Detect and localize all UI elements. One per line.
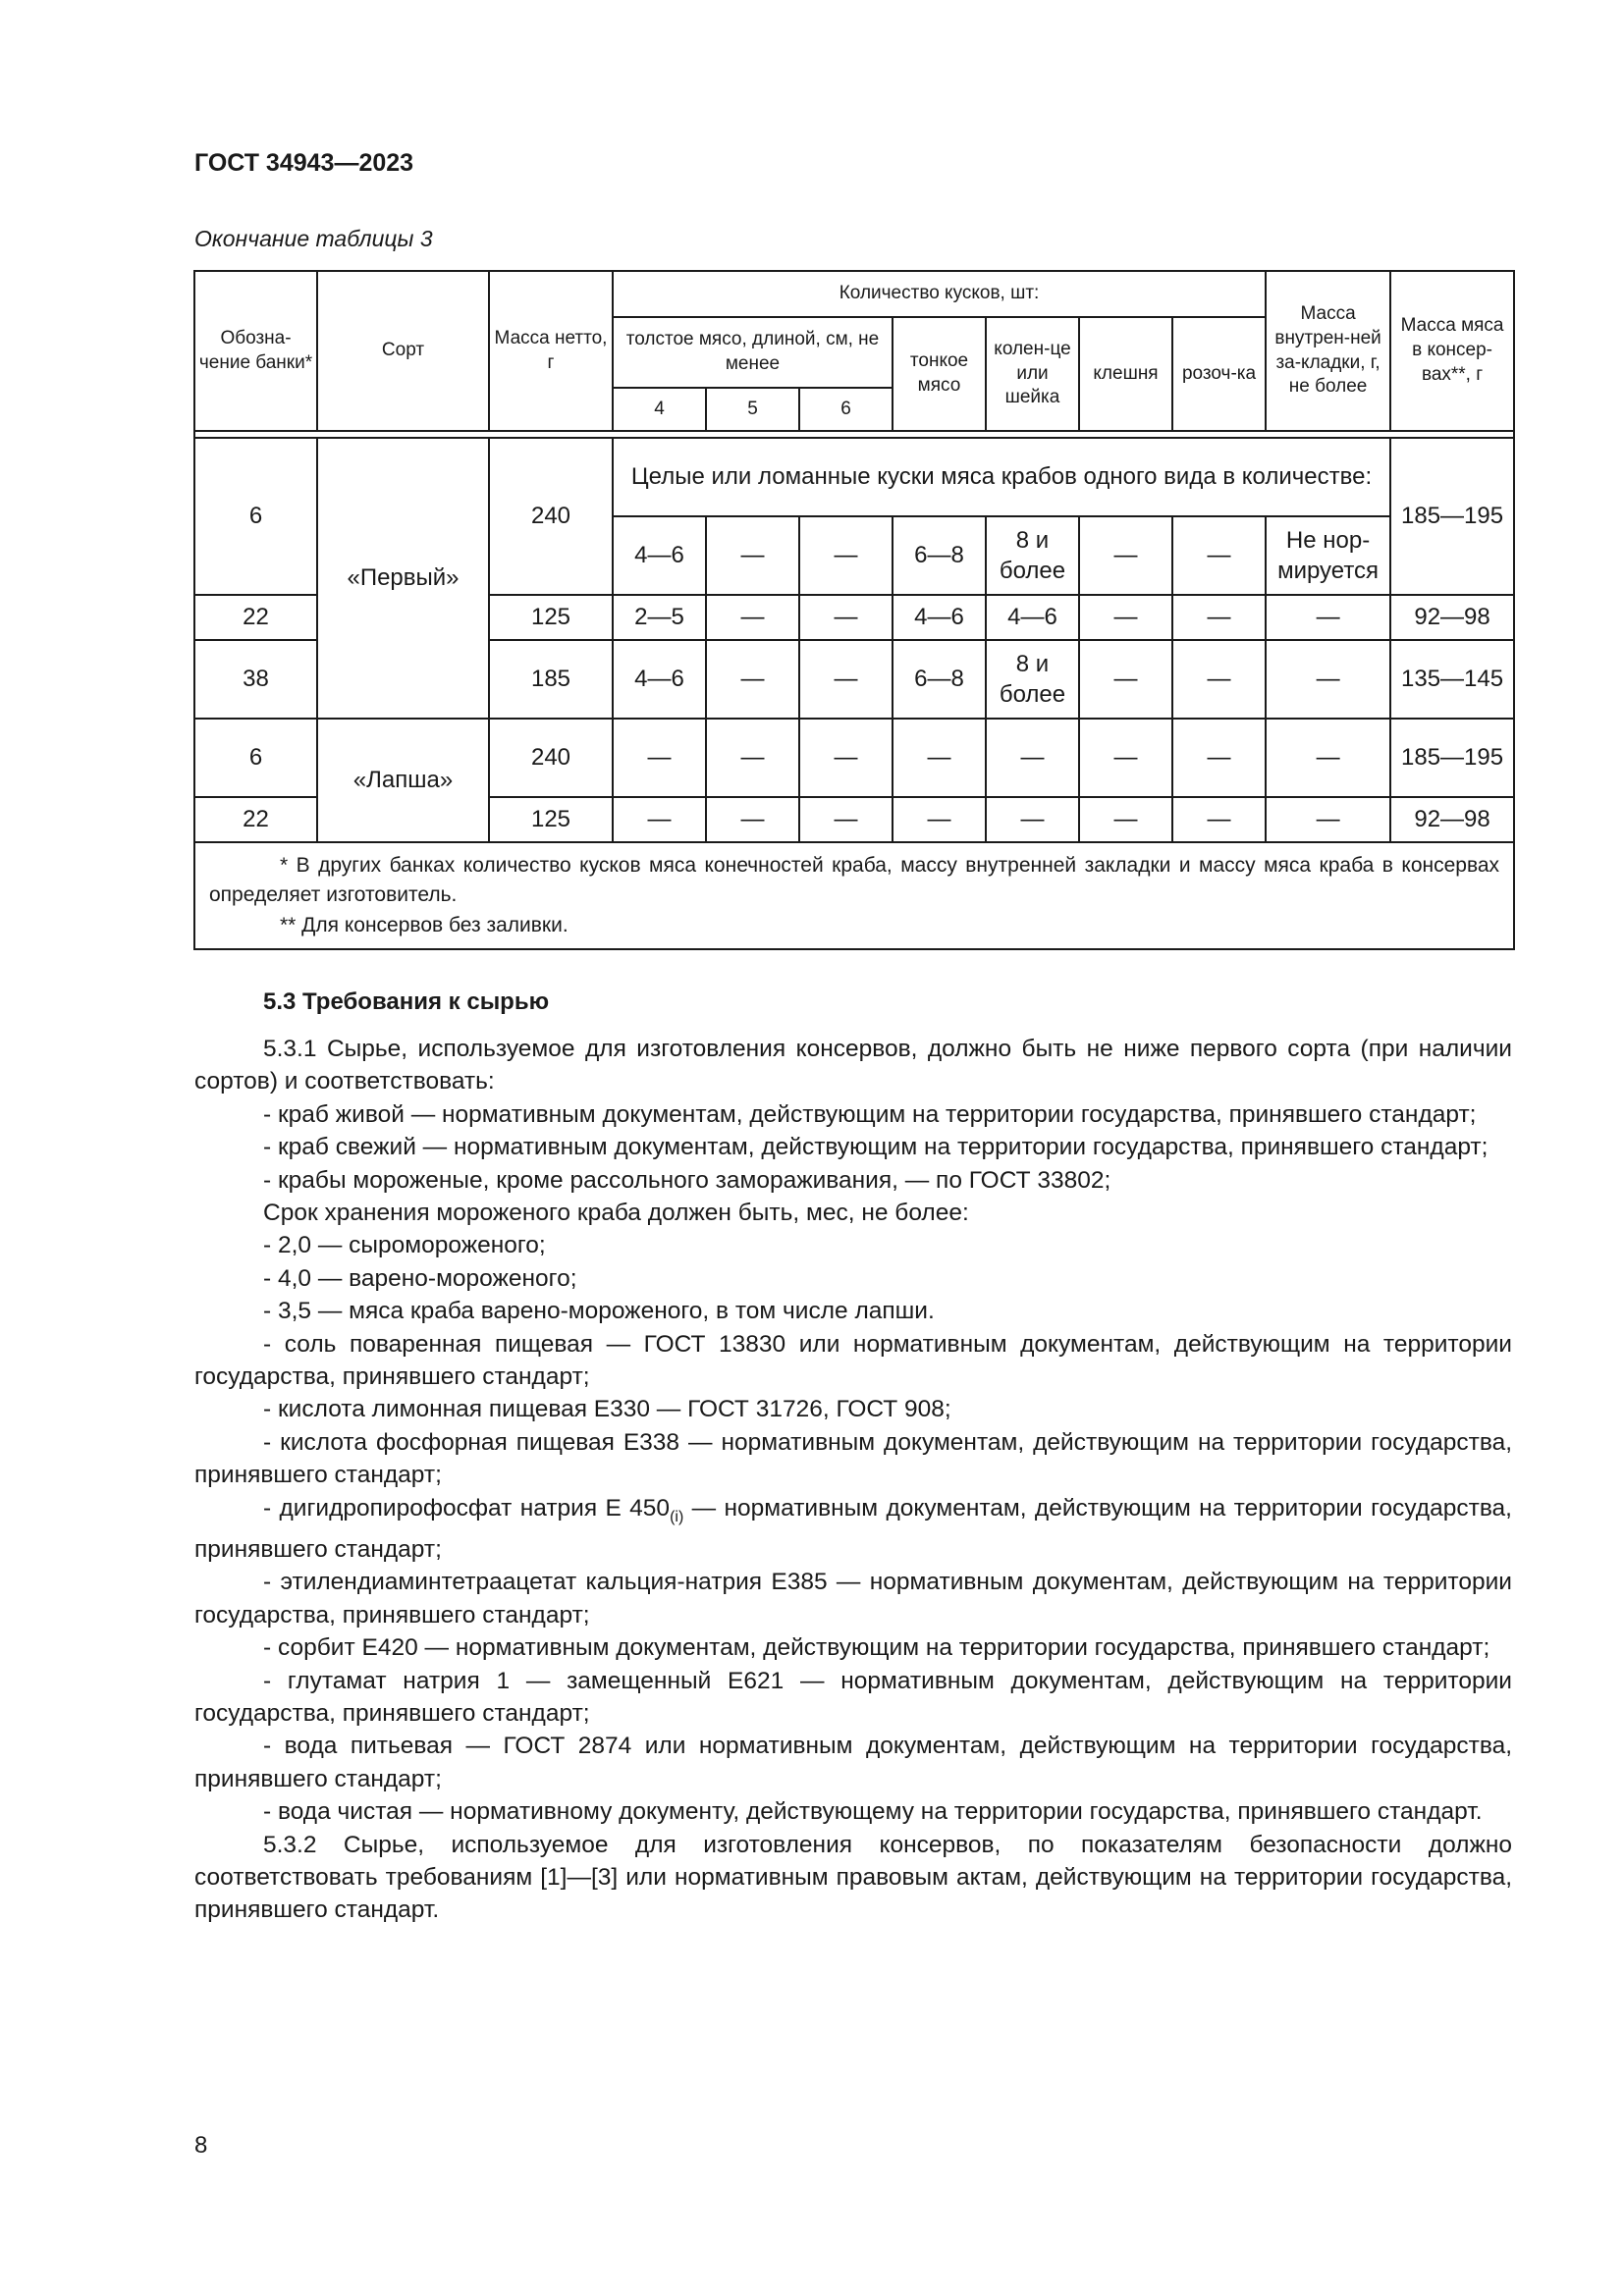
cell-net-mass: 185 xyxy=(489,640,613,719)
list-item: - глутамат натрия 1 — замещенный Е621 — нормативным документам, действующим на территории государства, принявшего стандарт; xyxy=(194,1667,1512,1728)
cell-thin: — xyxy=(893,719,986,797)
cell-thick-5: — xyxy=(706,595,799,640)
header-rosette: розоч-ка xyxy=(1172,317,1266,431)
header-meat-mass: Масса мяса в консер-вах**, г xyxy=(1390,271,1514,431)
document-code: ГОСТ 34943—2023 xyxy=(194,149,414,177)
table-notes xyxy=(194,842,1514,949)
header-net-mass: Масса нетто, г xyxy=(489,271,613,431)
list-item: - сорбит Е420 — нормативным документам, действующим на территории государства, принявшего стандарт; xyxy=(263,1634,1490,1662)
list-item: - кислота лимонная пищевая Е330 — ГОСТ 31726, ГОСТ 908; xyxy=(263,1396,951,1423)
header-designation: Обозна-чение банки* xyxy=(194,271,317,431)
cell-designation: 6 xyxy=(194,438,317,595)
cell-claw: — xyxy=(1079,797,1172,842)
cell-designation: 22 xyxy=(194,797,317,842)
paragraph: 5.3.1 Сырье, используемое для изготовления консервов, должно быть не ниже первого сорта (при наличии сортов) и соответствовать: xyxy=(194,1036,1512,1095)
list-item: - краб свежий — нормативным документам, действующим на территории государства, принявшего стандарт; xyxy=(263,1134,1489,1161)
cell-thick-4: 4—6 xyxy=(613,516,706,595)
table-3 xyxy=(193,270,1515,950)
cell-claw: — xyxy=(1079,516,1172,595)
list-item-text: - дигидропирофосфат натрия Е 450 xyxy=(263,1494,671,1522)
list-item: - 4,0 — варено-мороженого; xyxy=(263,1264,577,1292)
cell-net-mass: 125 xyxy=(489,797,613,842)
list-item: - соль поваренная пищевая — ГОСТ 13830 или нормативным документам, действующим на территории государства, принявшего стандарт; xyxy=(194,1330,1512,1391)
cell-inner: — xyxy=(1266,595,1390,640)
cell-thin: 6—8 xyxy=(893,640,986,719)
cell-designation: 38 xyxy=(194,640,317,719)
cell-thin: 6—8 xyxy=(893,516,986,595)
cell-inner: — xyxy=(1266,719,1390,797)
cell-thick-5: — xyxy=(706,516,799,595)
cell-knee: 8 и более xyxy=(986,516,1079,595)
cell-rosette: — xyxy=(1172,640,1266,719)
table-note-1: * В других банках количество кусков мяса конечностей краба, массу внутренней закладки и массу мяса краба в консервах определяет изготовитель. xyxy=(209,854,1500,907)
list-item: - крабы мороженые, кроме рассольного замораживания, — по ГОСТ 33802; xyxy=(263,1166,1111,1194)
cell-rosette: — xyxy=(1172,719,1266,797)
cell-inner: — xyxy=(1266,797,1390,842)
list-item: - 3,5 — мяса краба варено-мороженого, в том числе лапши. xyxy=(263,1298,935,1325)
header-inner-mass: Масса внутрен-ней за-кладки, г, не более xyxy=(1266,271,1390,431)
section-body xyxy=(194,1033,1512,1927)
header-claw: клешня xyxy=(1079,317,1172,431)
header-pieces-count: Количество кусков, шт: xyxy=(613,271,1266,317)
cell-inner: Не нор-мируется xyxy=(1266,516,1390,595)
header-thick-5: 5 xyxy=(706,388,799,431)
cell-net-mass: 240 xyxy=(489,719,613,797)
cell-meat-mass: 185—195 xyxy=(1390,438,1514,595)
paragraph: 5.3.2 Сырье, используемое для изготовления консервов, по показателям безопасности должно соответствовать требованиям [1]—[3] или нормативным правовым актам, действующим на территории государства, принявшего стандарт. xyxy=(194,1831,1512,1924)
list-item: - 2,0 — сыромороженого; xyxy=(263,1232,546,1259)
list-item: - кислота фосфорная пищевая Е338 — нормативным документам, действующим на территории государства, принявшего стандарт; xyxy=(194,1428,1512,1489)
cell-inner: — xyxy=(1266,640,1390,719)
cell-knee: 8 и более xyxy=(986,640,1079,719)
table-caption: Окончание таблицы 3 xyxy=(194,226,433,251)
cell-meat-mass: 92—98 xyxy=(1390,797,1514,842)
cell-thick-4: 4—6 xyxy=(613,640,706,719)
list-item: - краб живой — нормативным документам, действующим на территории государства, принявшего стандарт; xyxy=(263,1100,1477,1128)
header-thick-meat: толстое мясо, длиной, см, не менее xyxy=(613,317,893,388)
cell-meat-mass: 185—195 xyxy=(1390,719,1514,797)
subscript: (i) xyxy=(670,1508,684,1525)
paragraph: Срок хранения мороженого краба должен быть, мес, не более: xyxy=(263,1200,969,1227)
cell-grade-first: «Первый» xyxy=(317,438,489,719)
list-item-text: — нормативным документам, действующим на территории государства, принявшего стандарт; xyxy=(194,1494,1512,1563)
cell-rosette: — xyxy=(1172,595,1266,640)
cell-thick-6: — xyxy=(799,595,893,640)
cell-thick-5: — xyxy=(706,719,799,797)
cell-grade-noodle: «Лапша» xyxy=(317,719,489,842)
cell-net-mass: 125 xyxy=(489,595,613,640)
cell-claw: — xyxy=(1079,719,1172,797)
cell-thick-4: 2—5 xyxy=(613,595,706,640)
cell-thick-5: — xyxy=(706,640,799,719)
header-thick-4: 4 xyxy=(613,388,706,431)
cell-thick-6: — xyxy=(799,719,893,797)
list-item: - вода питьевая — ГОСТ 2874 или нормативным документам, действующим на территории государства, принявшего стандарт; xyxy=(194,1733,1512,1792)
cell-net-mass: 240 xyxy=(489,438,613,595)
list-item xyxy=(194,1492,1512,1567)
section-heading: 5.3 Требования к сырью xyxy=(263,988,550,1015)
header-thin-meat: тонкое мясо xyxy=(893,317,986,431)
merged-note: Целые или ломанные куски мяса крабов одного вида в количестве: xyxy=(613,438,1390,516)
cell-knee: — xyxy=(986,719,1079,797)
cell-thick-6: — xyxy=(799,640,893,719)
cell-thick-4: — xyxy=(613,719,706,797)
header-knee: колен-це или шейка xyxy=(986,317,1079,431)
cell-designation: 22 xyxy=(194,595,317,640)
list-item: - этилендиаминтетраацетат кальция-натрия Е385 — нормативным документам, действующим на территории государства, принявшего стандарт; xyxy=(194,1569,1512,1629)
page-number: 8 xyxy=(194,2132,208,2159)
cell-rosette: — xyxy=(1172,797,1266,842)
cell-designation: 6 xyxy=(194,719,317,797)
cell-thick-5: — xyxy=(706,797,799,842)
cell-thick-4: — xyxy=(613,797,706,842)
table-note-2: ** Для консервов без заливки. xyxy=(280,913,568,936)
cell-claw: — xyxy=(1079,640,1172,719)
cell-claw: — xyxy=(1079,595,1172,640)
header-thick-6: 6 xyxy=(799,388,893,431)
cell-thin: 4—6 xyxy=(893,595,986,640)
cell-thick-6: — xyxy=(799,797,893,842)
header-grade: Сорт xyxy=(317,271,489,431)
cell-thin: — xyxy=(893,797,986,842)
cell-rosette: — xyxy=(1172,516,1266,595)
cell-meat-mass: 135—145 xyxy=(1390,640,1514,719)
cell-meat-mass: 92—98 xyxy=(1390,595,1514,640)
cell-thick-6: — xyxy=(799,516,893,595)
cell-knee: 4—6 xyxy=(986,595,1079,640)
list-item: - вода чистая — нормативному документу, действующему на территории государства, принявшего стандарт. xyxy=(263,1798,1483,1826)
cell-knee: — xyxy=(986,797,1079,842)
